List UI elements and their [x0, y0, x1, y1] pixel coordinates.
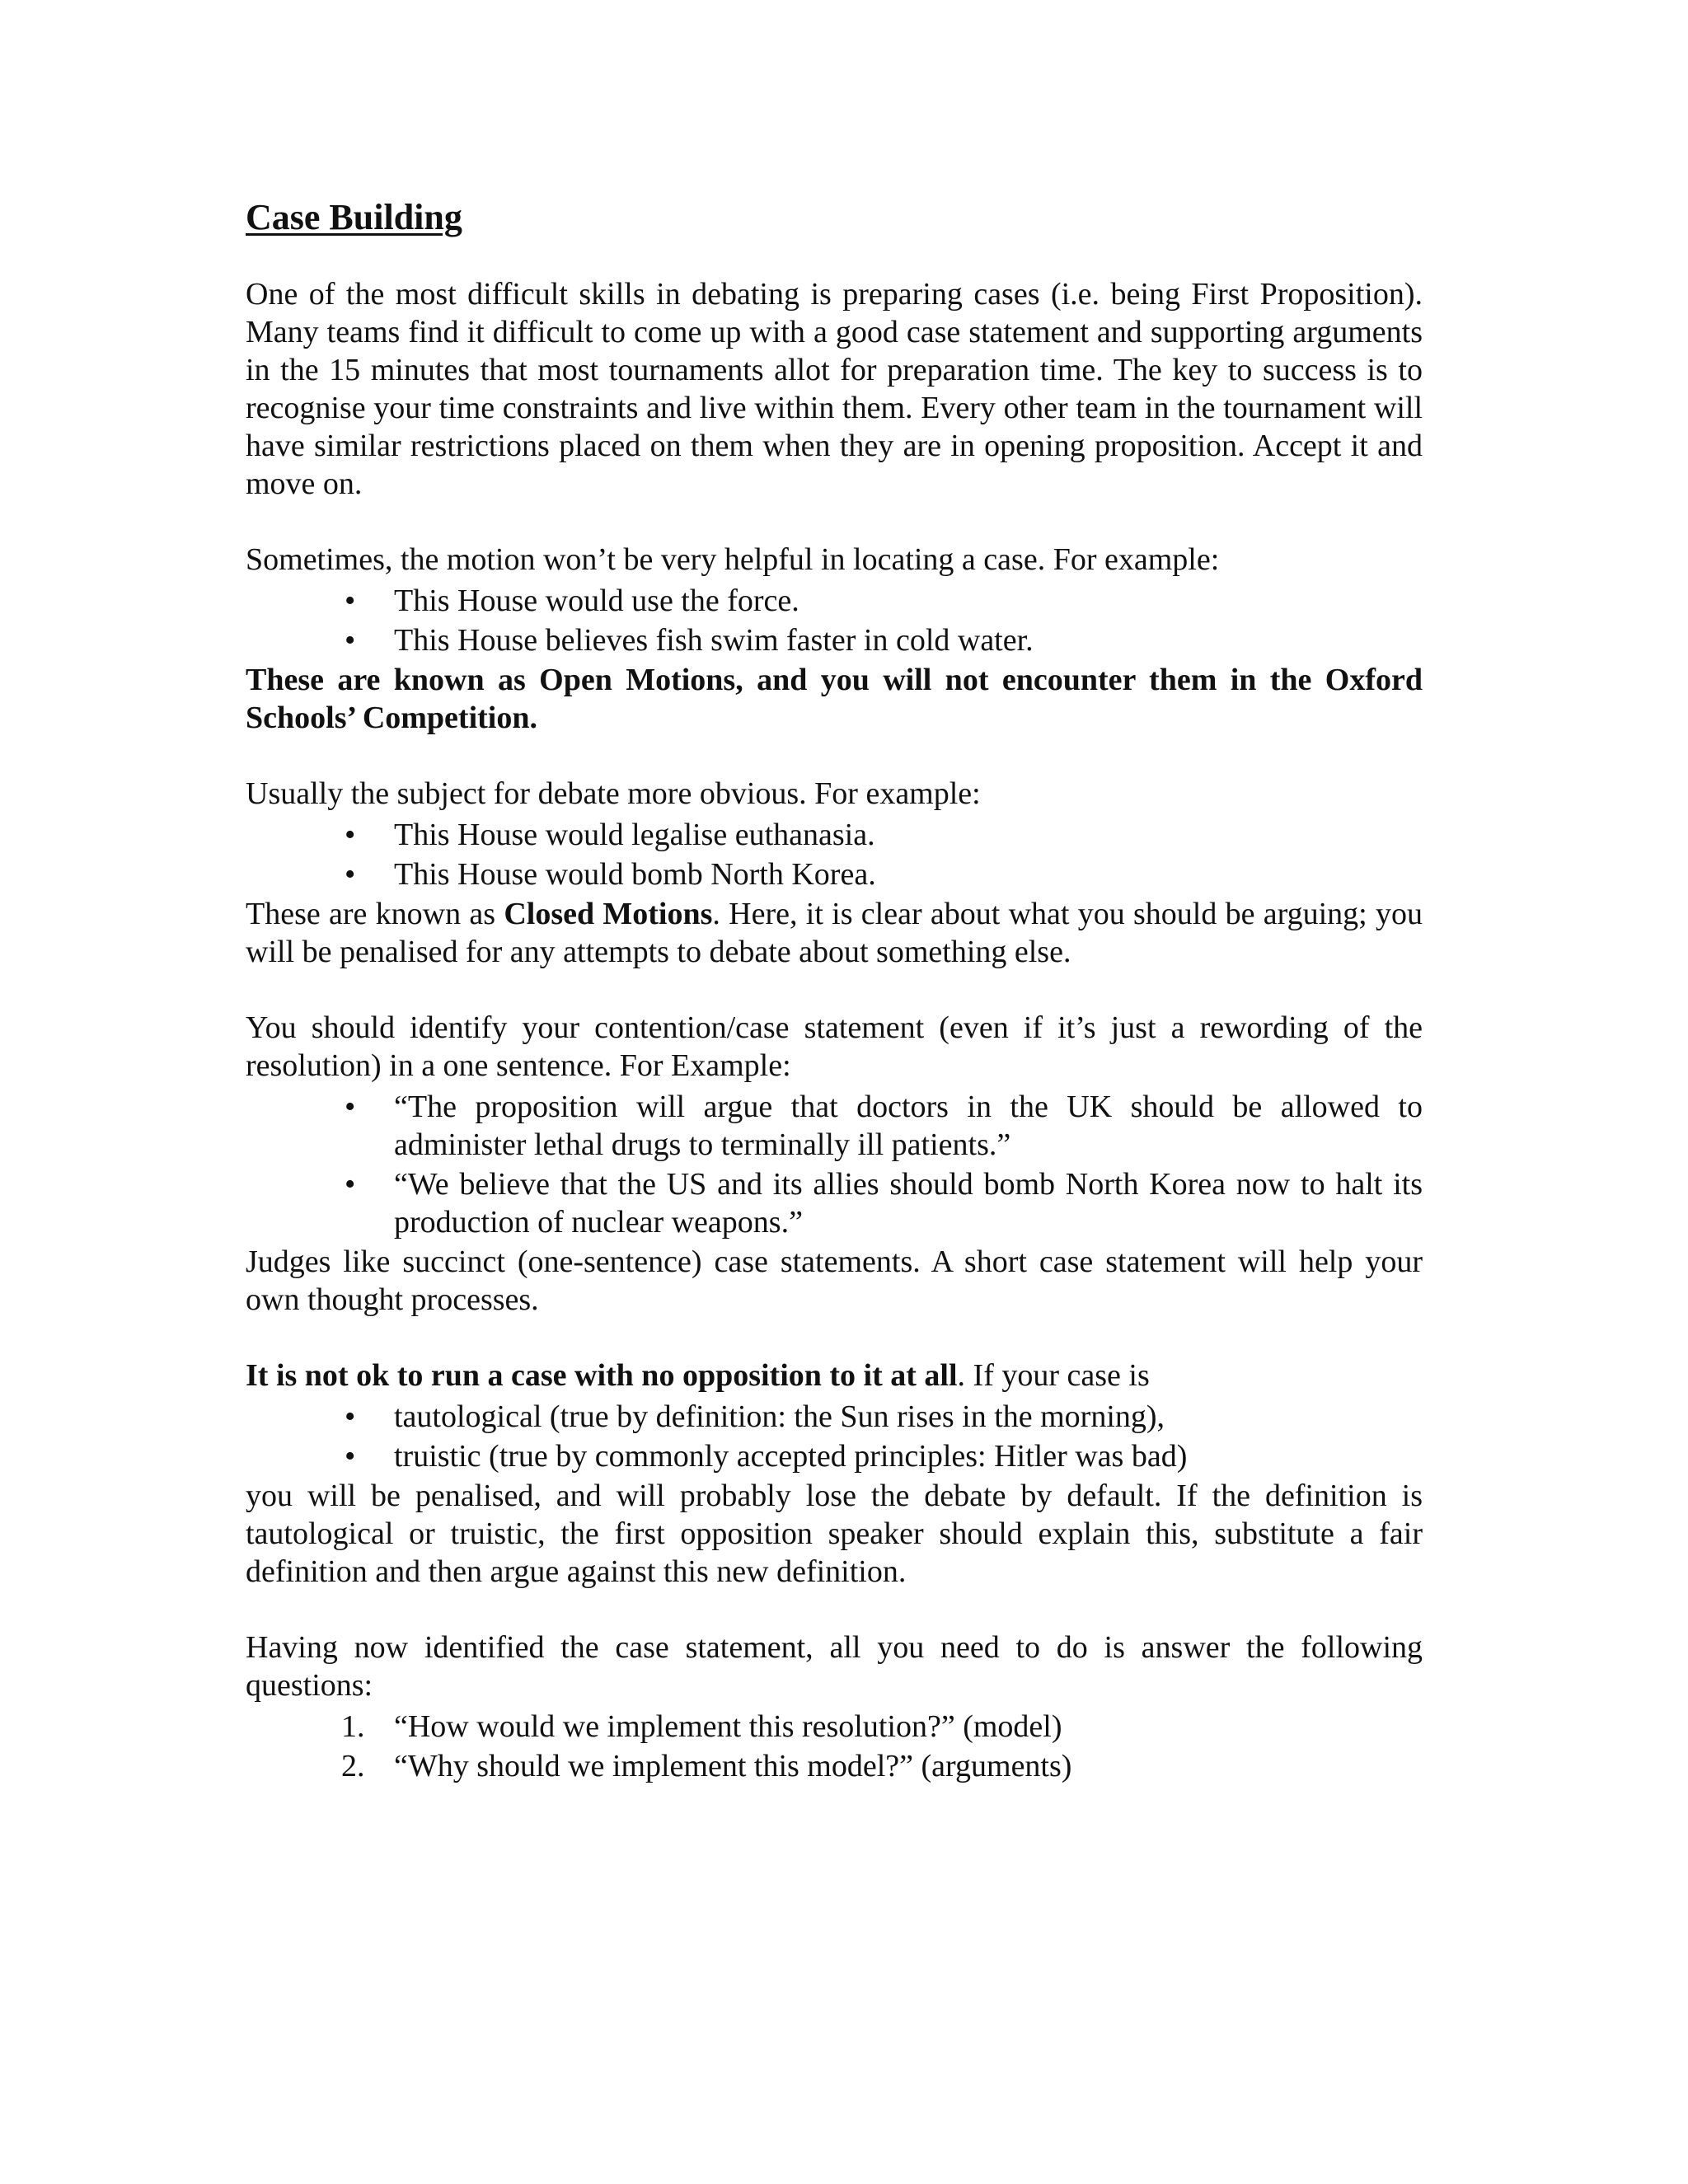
spacer	[246, 1319, 1423, 1357]
list-item: • truistic (true by commonly accepted principles: Hitler was bad)	[345, 1439, 1188, 1474]
page-title: Case Building	[246, 197, 462, 237]
open-motions-lead: Sometimes, the motion won’t be very helpful in locating a case. For example:	[246, 542, 1220, 577]
opposition-note: you will be penalised, and will probably lose the debate by default. If the definition is tautological or truistic, the first opposition speaker should explain this, substitute a fair definition and then argue against this new definition.	[246, 1479, 1423, 1589]
closed-motions-list	[246, 816, 1423, 893]
list-item: • This House would legalise euthanasia.	[345, 818, 875, 852]
bullet-icon: •	[345, 818, 356, 852]
open-motions-note: These are known as Open Motions, and you will not encounter them in the Oxford Schools’ Competition.	[246, 663, 1423, 735]
bullet-icon: •	[345, 857, 356, 892]
list-number: 1.	[341, 1709, 365, 1744]
contention-lead: You should identify your contention/case statement (even if it’s just a rewording of the resolution) in a one sentence. For Example:	[246, 1010, 1423, 1083]
bullet-icon: •	[345, 1439, 356, 1474]
open-motions-list	[246, 582, 1423, 659]
intro-paragraph: One of the most difficult skills in debating is preparing cases (i.e. being First Proposition). Many teams find it difficult to come up with a good case statement and supporting arguments in the 15 minutes that most tournaments allot for preparation time. The key to success is to recognise your time constraints and live within them. Every other team in the tournament will have similar restrictions placed on them when they are in opening proposition. Accept it and move on.	[246, 277, 1423, 501]
bullet-icon: •	[345, 623, 356, 658]
bullet-icon: •	[345, 1090, 356, 1124]
list-item: 1. “How would we implement this resolution?” (model)	[341, 1709, 1062, 1744]
list-item: • “The proposition will argue that doctors in the UK should be allowed to administer lethal drugs to terminally ill patients.”	[345, 1090, 1423, 1162]
contention-note: Judges like succinct (one-sentence) case statements. A short case statement will help your own thought processes.	[246, 1244, 1423, 1317]
closed-motions-lead: Usually the subject for debate more obvious. For example:	[246, 776, 981, 811]
list-item: • This House would use the force.	[345, 583, 799, 618]
bullet-icon: •	[345, 583, 356, 618]
closed-motions-note: These are known as Closed Motions. Here, it is clear about what you should be arguing; you will be penalised for any attempts to debate about something else.	[246, 897, 1423, 969]
list-item: 2. “Why should we implement this model?” (arguments)	[341, 1749, 1072, 1783]
spacer	[246, 737, 1423, 775]
document-page	[246, 196, 1423, 1787]
contention-list	[246, 1088, 1423, 1241]
list-item: • “We believe that the US and its allies should bomb North Korea now to halt its production of nuclear weapons.”	[345, 1167, 1423, 1240]
questions-list	[246, 1708, 1423, 1785]
list-item: • tautological (true by definition: the Sun rises in the morning),	[345, 1399, 1165, 1434]
spacer	[246, 1591, 1423, 1629]
spacer	[246, 503, 1423, 541]
opposition-lead: It is not ok to run a case with no opposition to it at all. If your case is	[246, 1358, 1150, 1393]
list-number: 2.	[341, 1749, 365, 1783]
bullet-icon: •	[345, 1399, 356, 1434]
spacer	[246, 971, 1423, 1009]
bullet-icon: •	[345, 1167, 356, 1202]
list-item: • This House believes fish swim faster in cold water.	[345, 623, 1034, 658]
opposition-list	[246, 1398, 1423, 1475]
list-item: • This House would bomb North Korea.	[345, 857, 876, 892]
questions-lead: Having now identified the case statement, all you need to do is answer the following questions:	[246, 1630, 1423, 1703]
